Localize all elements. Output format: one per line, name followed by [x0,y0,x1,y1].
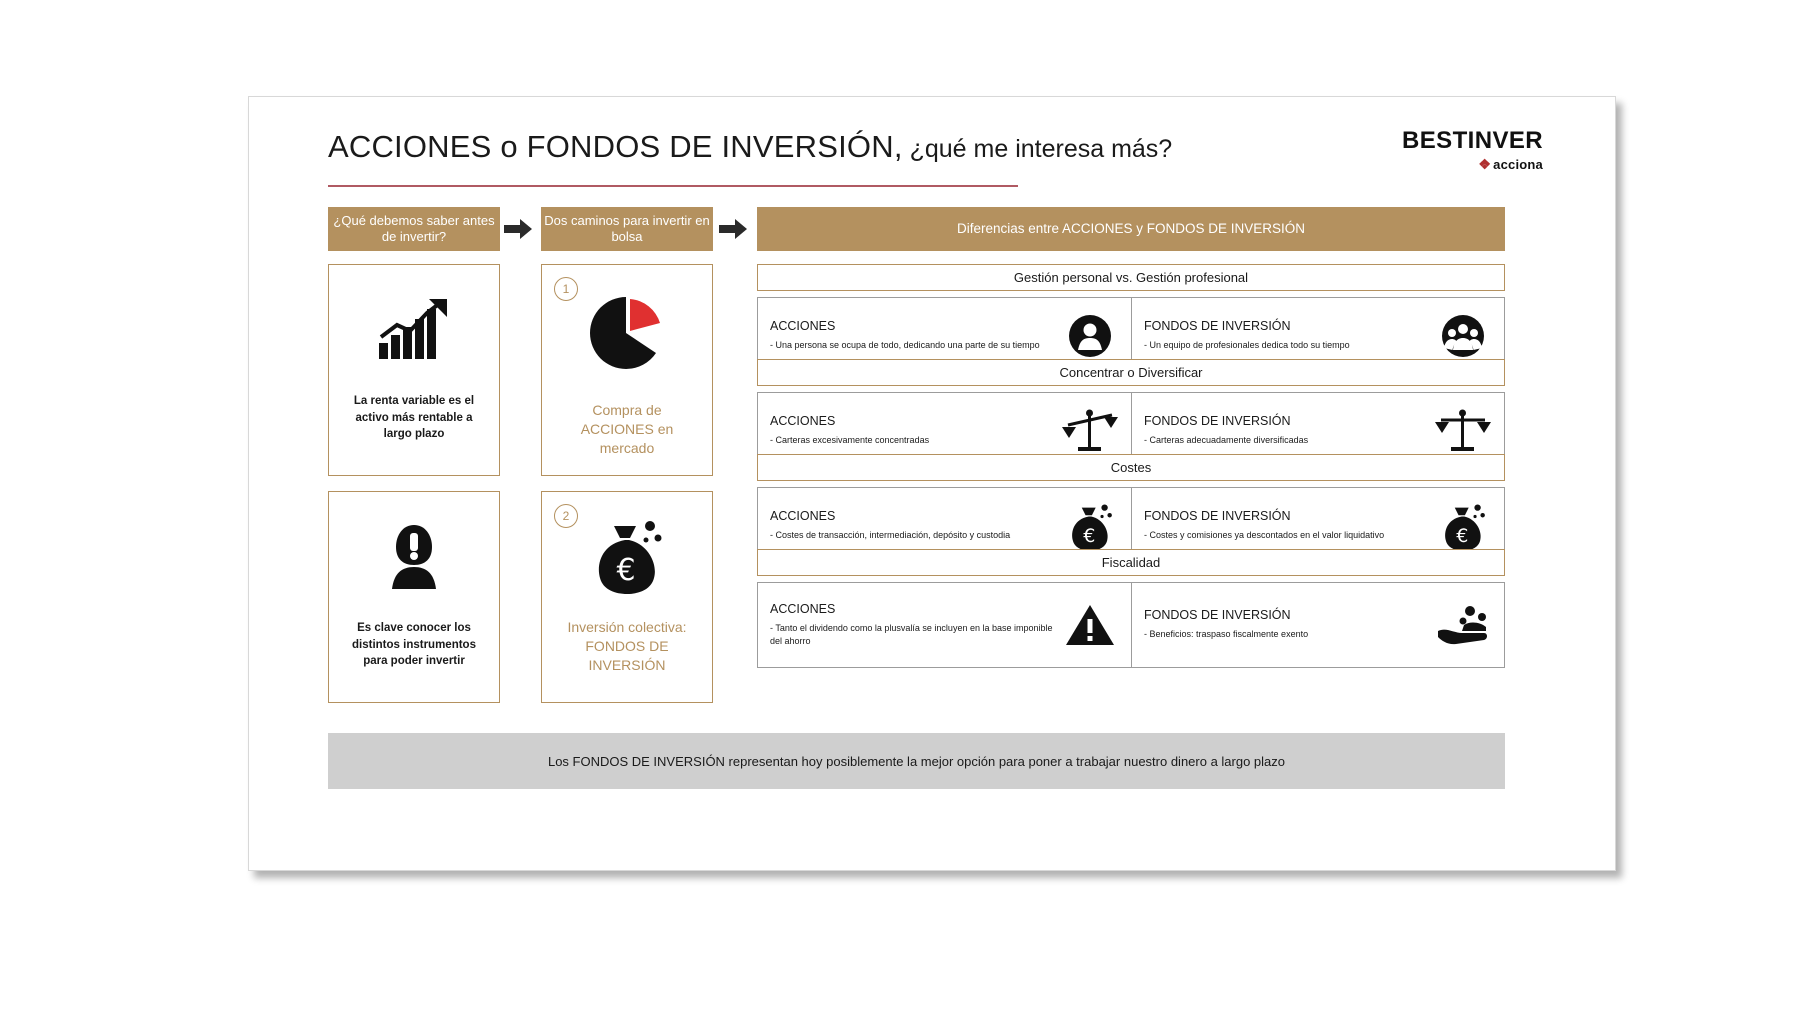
hand-with-people-icon [1432,603,1494,647]
compare-right-desc: - Costes y comisiones ya descontados en el valor liquidativo [1144,530,1385,541]
brand-logo [1343,127,1543,173]
page-title-main: ACCIONES o FONDOS DE INVERSIÓN, [328,129,903,164]
single-person-circle-icon [1059,314,1121,358]
card-inversion-colectiva [541,491,713,703]
money-bag-euro-icon [588,492,666,618]
title-underline-rule [328,185,1018,187]
compare-row-fiscalidad [757,582,1505,668]
compare-right-title: FONDOS DE INVERSIÓN [1144,319,1291,334]
compare-left-title: ACCIONES [770,414,836,429]
compare-left-desc: - Tanto el dividendo como la plusvalía se incluyen en la base imponible del ahorro [770,622,1053,646]
svg-text:€: € [616,553,636,588]
compare-left-title: ACCIONES [770,319,836,334]
section-heading-gestion: Gestión personal vs. Gestión profesional [757,264,1505,291]
warning-triangle-icon [1059,603,1121,647]
compare-left-fiscalidad [758,583,1131,667]
pie-chart-icon [588,265,666,401]
money-bag-euro-icon [1059,500,1121,552]
compare-right-fiscalidad [1131,583,1504,667]
card-renta-variable-text: La renta variable es el activo más rentable a largo plazo [353,395,475,441]
card-inversion-colectiva-text: Inversión colectiva: FONDOS DE INVERSIÓN [567,619,687,673]
unbalanced-scales-icon [1059,407,1121,455]
card-instrumentos-text: Es clave conocer los distintos instrumentos para poder invertir [352,622,476,668]
compare-right-title: FONDOS DE INVERSIÓN [1144,509,1291,524]
arrow-right-icon-2 [719,219,747,239]
banner-differences: Diferencias entre ACCIONES y FONDOS DE INVERSIÓN [757,207,1505,251]
section-heading-costes: Costes [757,454,1505,481]
balanced-scales-icon [1432,407,1494,455]
compare-right-desc: - Carteras adecuadamente diversificadas [1144,435,1309,446]
compare-left-title: ACCIONES [770,601,836,616]
brand-sub-label: acciona [1493,157,1543,172]
brand-sub-row [1343,156,1543,173]
compare-left-desc: - Una persona se ocupa de todo, dedicando una parte de su tiempo [770,340,1040,351]
banner-what-to-know: ¿Qué debemos saber antes de invertir? [328,207,500,251]
banner-two-paths: Dos caminos para invertir en bolsa [541,207,713,251]
page-title-sub: ¿qué me interesa más? [902,135,1173,163]
card-compra-acciones [541,264,713,476]
card-renta-variable [328,264,500,476]
money-bag-euro-icon [1432,500,1494,552]
compare-right-desc: - Beneficios: traspaso fiscalmente exento [1144,629,1309,640]
compare-right-title: FONDOS DE INVERSIÓN [1144,414,1291,429]
compare-left-desc: - Carteras excesivamente concentradas [770,435,930,446]
compare-right-desc: - Un equipo de profesionales dedica todo su tiempo [1144,340,1350,351]
infographic-slide [248,96,1616,871]
card-instrumentos [328,491,500,703]
brand-name: BESTINVER [1402,127,1543,154]
acciona-mark-icon: ❖ [1478,156,1492,172]
growth-chart-icon [377,265,451,393]
svg-text:€: € [1456,524,1469,547]
footer-conclusion: Los FONDOS DE INVERSIÓN representan hoy posiblemente la mejor opción para poner a trabajar nuestro dinero a largo plazo [328,733,1505,789]
compare-left-desc: - Costes de transacción, intermediación, depósito y custodia [770,530,1011,541]
step-number-2: 2 [554,504,578,528]
group-people-circle-icon [1432,314,1494,358]
exclamation-person-icon [384,492,444,620]
arrow-right-icon-1 [504,219,532,239]
section-heading-fiscalidad: Fiscalidad [757,549,1505,576]
svg-text:€: € [1083,524,1096,547]
compare-left-title: ACCIONES [770,509,836,524]
section-heading-diversificar: Concentrar o Diversificar [757,359,1505,386]
step-number-1: 1 [554,277,578,301]
compare-right-title: FONDOS DE INVERSIÓN [1144,608,1291,623]
card-compra-acciones-text: Compra de ACCIONES en mercado [580,402,674,456]
